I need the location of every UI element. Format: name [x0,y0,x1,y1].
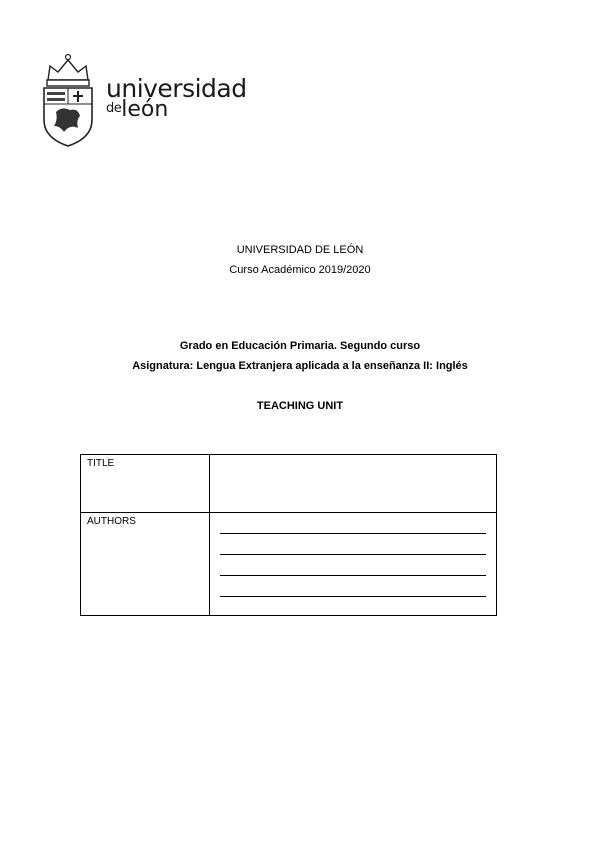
authors-row [81,513,497,616]
logo-name-de: de [106,101,122,116]
teaching-unit-heading: TEACHING UNIT [256,400,344,412]
university-name: UNIVERSIDAD DE LEÓN [236,244,364,256]
logo-name-leon: león [121,97,169,122]
title-field[interactable] [210,455,497,513]
author-line-2[interactable] [220,534,486,555]
author-line-1[interactable] [220,513,486,534]
unit-form-table [80,454,497,616]
authors-label: AUTHORS [81,513,210,616]
authors-field [210,513,497,616]
author-line-4[interactable] [220,576,486,597]
logo-name-line1: universidad [106,74,247,103]
degree-line: Grado en Educación Primaria. Segundo curso [179,340,421,352]
academic-year: Curso Académico 2019/2020 [229,264,371,276]
subject-line: Asignatura: Lengua Extranjera aplicada a la enseñanza II: Inglés [132,360,468,372]
author-line-3[interactable] [220,555,486,576]
university-logo [40,52,247,148]
title-row [81,455,497,513]
crest-icon [40,52,96,148]
title-label: TITLE [81,455,210,513]
logo-wordmark [106,76,247,120]
